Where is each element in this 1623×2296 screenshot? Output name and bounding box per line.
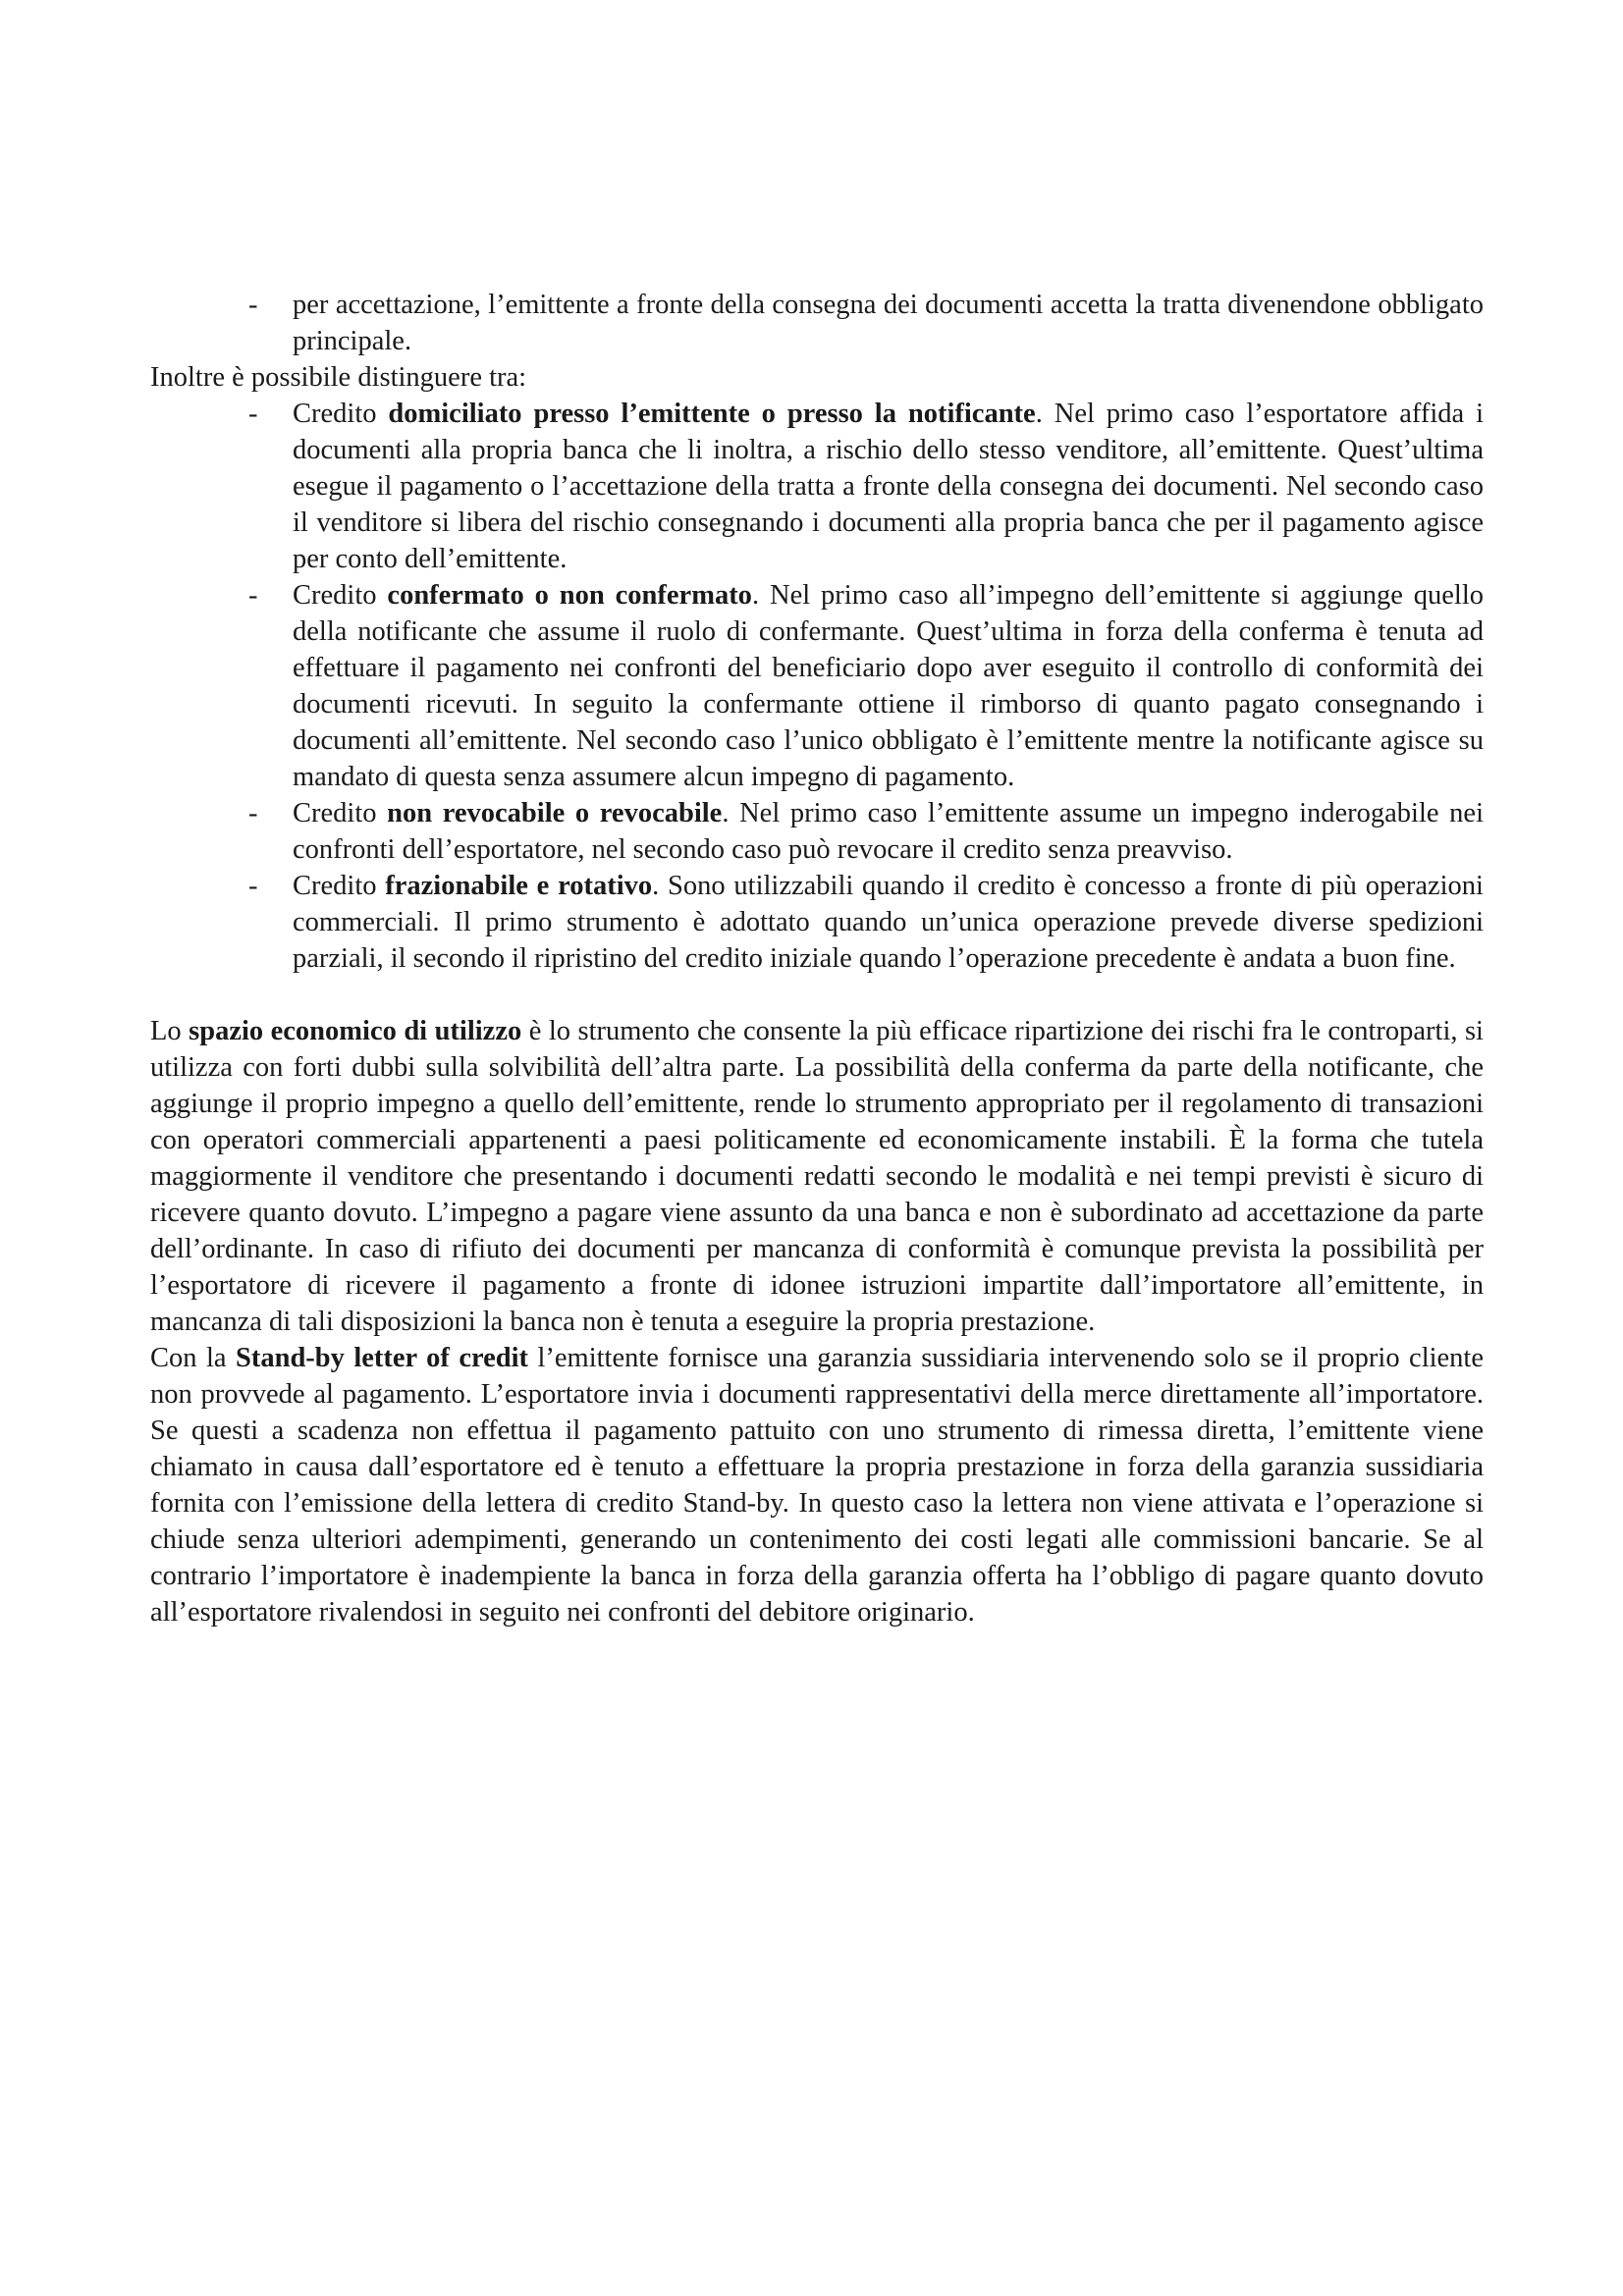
paragraph-text: Lo [150, 1016, 189, 1046]
list-item [150, 396, 1484, 577]
list-item-text: Credito [293, 399, 389, 429]
list-item-bold: non revocabile o revocabile [387, 798, 723, 828]
paragraph-spacer [150, 977, 1484, 1013]
list-item-text-after: . Sono utilizzabili quando il credito è concesso a fronte di più operazioni commerciali. Il primo strumento è adottato quando un’unica operazione prevede diverse spedizioni parziali, il secondo il ripristino del credito iniziale quando l’operazione precedente è andata a buon fine. [293, 871, 1484, 974]
list-item [150, 868, 1484, 977]
list-item-text-after: . Nel primo caso l’esportatore affida i documenti alla propria banca che li inoltra, a rischio dello stesso venditore, all’emittente. Quest’ultima esegue il pagamento o l’accettazione della tratta a fronte della consegna dei documenti. Nel secondo caso il venditore si libera del rischio consegnando i documenti alla propria banca che per il pagamento agisce per conto dell’emittente. [293, 399, 1484, 574]
dash-marker: - [248, 798, 258, 828]
dash-marker: - [248, 399, 258, 429]
list-item [150, 287, 1484, 359]
paragraph-text-after: l’emittente fornisce una garanzia sussidiaria intervenendo solo se il proprio cliente non provvede al pagamento. L’esportatore invia i documenti rappresentativi della merce direttamente all’importatore. Se questi a scadenza non effettua il pagamento pattuito con uno strumento di rimessa diretta, l’emittente viene chiamato in causa dall’esportatore ed è tenuto a effettuare la propria prestazione in forza della garanzia sussidiaria fornita con l’emissione della lettera di credito Stand-by. In questo caso la lettera non viene attivata e l’operazione si chiude senza ulteriori adempimenti, generando un contenimento dei costi legati alle commissioni bancarie. Se al contrario l’importatore è inadempiente la banca in forza della garanzia offerta ha l’obbligo di pagare quanto dovuto all’esportatore rivalendosi in seguito nei confronti del debitore originario. [150, 1343, 1484, 1628]
dash-marker: - [248, 290, 258, 320]
dash-marker: - [248, 580, 258, 611]
list-item-bold: frazionabile e rotativo [385, 871, 653, 901]
list-item-bold: confermato o non confermato [387, 580, 752, 611]
list-item-text-after: . Nel primo caso l’emittente assume un impegno inderogabile nei confronti dell’esportatore, nel secondo caso può revocare il credito senza preavviso. [293, 798, 1484, 865]
list-item-bold: domiciliato presso l’emittente o presso la notificante [388, 399, 1036, 429]
list-item-text: per accettazione, l’emittente a fronte della consegna dei documenti accetta la tratta divenendone obbligato principale. [293, 290, 1484, 356]
list-item-text: Credito [293, 871, 386, 901]
list-item-text: Credito [293, 580, 388, 611]
document-body [150, 287, 1484, 1630]
dash-marker: - [248, 871, 258, 901]
list-item-text: Credito [293, 798, 388, 828]
paragraph-spazio-economico [150, 1013, 1484, 1340]
paragraph-bold: Stand-by letter of credit [236, 1343, 529, 1373]
list-item [150, 795, 1484, 868]
paragraph-text-after: è lo strumento che consente la più efficace ripartizione dei rischi fra le controparti, si utilizza con forti dubbi sulla solvibilità dell’altra parte. La possibilità della conferma da parte della notificante, che aggiunge il proprio impegno a quello dell’emittente, rende lo strumento appropriato per il regolamento di transazioni con operatori commerciali appartenenti a paesi politicamente ed economicamente instabili. È la forma che tutela maggiormente il venditore che presentando i documenti redatti secondo le modalità e nei tempi previsti è sicuro di ricevere quanto dovuto. L’impegno a pagare viene assunto da una banca e non è subordinato ad accettazione da parte dell’ordinante. In caso di rifiuto dei documenti per mancanza di conformità è comunque prevista la possibilità per l’esportatore di ricevere il pagamento a fronte di idonee istruzioni impartite dall’importatore all’emittente, in mancanza di tali disposizioni la banca non è tenuta a eseguire la propria prestazione. [150, 1016, 1484, 1337]
list-item-text-after: . Nel primo caso all’impegno dell’emittente si aggiunge quello della notificante che assume il ruolo di confermante. Quest’ultima in forza della conferma è tenuta ad effettuare il pagamento nei confronti del beneficiario dopo aver eseguito il controllo di conformità dei documenti ricevuti. In seguito la confermante ottiene il rimborso di quanto pagato consegnando i documenti all’emittente. Nel secondo caso l’unico obbligato è l’emittente mentre la notificante agisce su mandato di questa senza assumere alcun impegno di pagamento. [293, 580, 1484, 792]
list-item [150, 577, 1484, 795]
intro-line: Inoltre è possibile distinguere tra: [150, 362, 527, 393]
bullet-list-top [150, 287, 1484, 359]
paragraph-text: Con la [150, 1343, 236, 1373]
paragraph-stand-by [150, 1340, 1484, 1630]
paragraph-bold: spazio economico di utilizzo [189, 1016, 522, 1046]
bullet-list-main [150, 396, 1484, 977]
